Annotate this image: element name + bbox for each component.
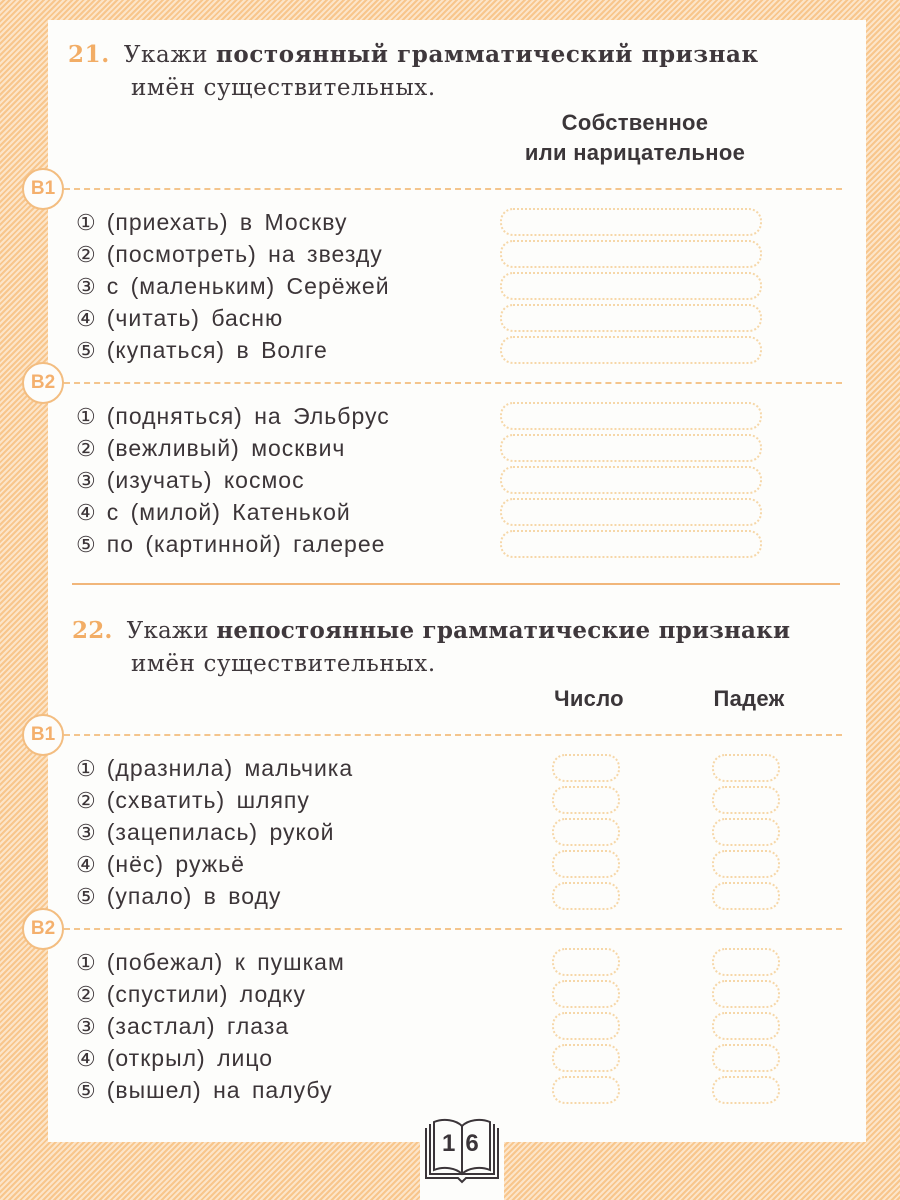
number-circle-icon: ⑤: [76, 533, 97, 558]
answer-box-number[interactable]: [552, 980, 620, 1008]
list-item: [76, 752, 353, 786]
item-text: с (маленьким) Серёжей: [106, 273, 390, 299]
answer-box-case[interactable]: [712, 1044, 780, 1072]
item-text: (спустили) лодку: [106, 981, 306, 1007]
item-text: (открыл) лицо: [106, 1045, 274, 1071]
task-22-title: [72, 614, 790, 648]
list-item: [76, 400, 390, 434]
answer-box-case[interactable]: [712, 1012, 780, 1040]
number-circle-icon: ③: [76, 275, 97, 300]
page-number-badge: [420, 1116, 504, 1200]
item-text: (схватить) шляпу: [106, 787, 310, 813]
answer-box[interactable]: [500, 498, 762, 526]
answer-box[interactable]: [500, 402, 762, 430]
number-circle-icon: ⑤: [76, 885, 97, 910]
answer-box[interactable]: [500, 208, 762, 236]
item-text: (побежал) к пушкам: [106, 949, 345, 975]
list-item: [76, 302, 283, 336]
item-text: (зацепилась) рукой: [106, 819, 335, 845]
answer-box-number[interactable]: [552, 948, 620, 976]
task-21-title: [68, 38, 759, 72]
answer-box-case[interactable]: [712, 882, 780, 910]
dashed-divider: [64, 188, 842, 190]
column-header-line2: или нарицательное: [524, 140, 746, 165]
answer-box[interactable]: [500, 434, 762, 462]
task-22-bold: непостоянные грамматические признаки: [216, 617, 791, 644]
task-22-title-line2: имён существительных.: [131, 651, 436, 677]
variant-badge: В1: [22, 714, 64, 756]
answer-box-case[interactable]: [712, 980, 780, 1008]
answer-box-case[interactable]: [712, 850, 780, 878]
item-text: (дразнила) мальчика: [106, 755, 354, 781]
task-21-title-line2: имён существительных.: [131, 75, 436, 101]
number-circle-icon: ①: [76, 211, 97, 236]
answer-box[interactable]: [500, 304, 762, 332]
number-circle-icon: ④: [76, 307, 97, 332]
answer-box-number[interactable]: [552, 786, 620, 814]
list-item: [76, 848, 245, 882]
number-circle-icon: ④: [76, 853, 97, 878]
list-item: [76, 206, 347, 240]
answer-box-number[interactable]: [552, 1044, 620, 1072]
answer-box-case[interactable]: [712, 754, 780, 782]
task-22-prefix: Укажи: [126, 618, 209, 644]
task-21-number: 21.: [68, 41, 110, 68]
number-circle-icon: ②: [76, 983, 97, 1008]
number-circle-icon: ③: [76, 1015, 97, 1040]
task-22-number: 22.: [72, 617, 113, 644]
variant-badge: В2: [22, 908, 64, 950]
answer-box[interactable]: [500, 272, 762, 300]
list-item: [76, 238, 383, 272]
answer-box-number[interactable]: [552, 818, 620, 846]
number-circle-icon: ②: [76, 789, 97, 814]
answer-box-number[interactable]: [552, 1076, 620, 1104]
answer-box[interactable]: [500, 530, 762, 558]
column-header-case: Падеж: [713, 686, 785, 711]
variant-badge: В1: [22, 168, 64, 210]
number-circle-icon: ①: [76, 757, 97, 782]
dashed-divider: [64, 382, 842, 384]
answer-box-number[interactable]: [552, 882, 620, 910]
section-divider: [72, 583, 840, 585]
answer-box-case[interactable]: [712, 786, 780, 814]
item-text: (читать) басню: [106, 305, 284, 331]
list-item: [76, 1042, 273, 1076]
task-21-prefix: Укажи: [123, 42, 209, 68]
item-text: по (картинной) галерее: [106, 531, 386, 557]
task-21-variant-b1: [22, 168, 842, 208]
number-circle-icon: ③: [76, 469, 97, 494]
list-item: [76, 432, 345, 466]
task-22-variant-b1: [22, 714, 842, 754]
number-circle-icon: ⑤: [76, 1079, 97, 1104]
answer-box-case[interactable]: [712, 818, 780, 846]
item-text: (вежливый) москвич: [106, 435, 346, 461]
answer-box[interactable]: [500, 240, 762, 268]
item-text: (посмотреть) на звезду: [106, 241, 383, 267]
task-21-column-header: [480, 108, 790, 168]
task-21-bold: постоянный грамматический признак: [215, 41, 759, 68]
list-item: [76, 816, 334, 850]
item-text: (купаться) в Волге: [106, 337, 328, 363]
dashed-divider: [64, 734, 842, 736]
answer-box-number[interactable]: [552, 1012, 620, 1040]
number-circle-icon: ⑤: [76, 339, 97, 364]
answer-box-case[interactable]: [712, 948, 780, 976]
item-text: (упало) в воду: [106, 883, 282, 909]
dashed-divider: [64, 928, 842, 930]
item-text: (вышел) на палубу: [106, 1077, 333, 1103]
number-circle-icon: ④: [76, 501, 97, 526]
list-item: [76, 528, 385, 562]
item-text: с (милой) Катенькой: [106, 499, 351, 525]
number-circle-icon: ③: [76, 821, 97, 846]
item-text: (изучать) космос: [106, 467, 305, 493]
answer-box[interactable]: [500, 336, 762, 364]
list-item: [76, 1074, 333, 1108]
task-21-variant-b2: [22, 362, 842, 402]
number-circle-icon: ②: [76, 243, 97, 268]
number-circle-icon: ②: [76, 437, 97, 462]
variant-badge: В2: [22, 362, 64, 404]
page-number: 16: [442, 1130, 489, 1157]
answer-box-number[interactable]: [552, 754, 620, 782]
item-text: (застлал) глаза: [106, 1013, 290, 1039]
item-text: (нёс) ружьё: [106, 851, 245, 877]
list-item: [76, 978, 306, 1012]
number-circle-icon: ①: [76, 951, 97, 976]
column-header-number: Число: [554, 686, 624, 711]
item-text: (подняться) на Эльбрус: [106, 403, 390, 429]
list-item: [76, 784, 310, 818]
list-item: [76, 464, 305, 498]
number-circle-icon: ①: [76, 405, 97, 430]
answer-box[interactable]: [500, 466, 762, 494]
list-item: [76, 1010, 289, 1044]
task-22-variant-b2: [22, 908, 842, 948]
column-header-line1: Собственное: [561, 110, 709, 135]
answer-box-case[interactable]: [712, 1076, 780, 1104]
answer-box-number[interactable]: [552, 850, 620, 878]
list-item: [76, 270, 390, 304]
item-text: (приехать) в Москву: [106, 209, 348, 235]
list-item: [76, 946, 345, 980]
list-item: [76, 496, 351, 530]
number-circle-icon: ④: [76, 1047, 97, 1072]
